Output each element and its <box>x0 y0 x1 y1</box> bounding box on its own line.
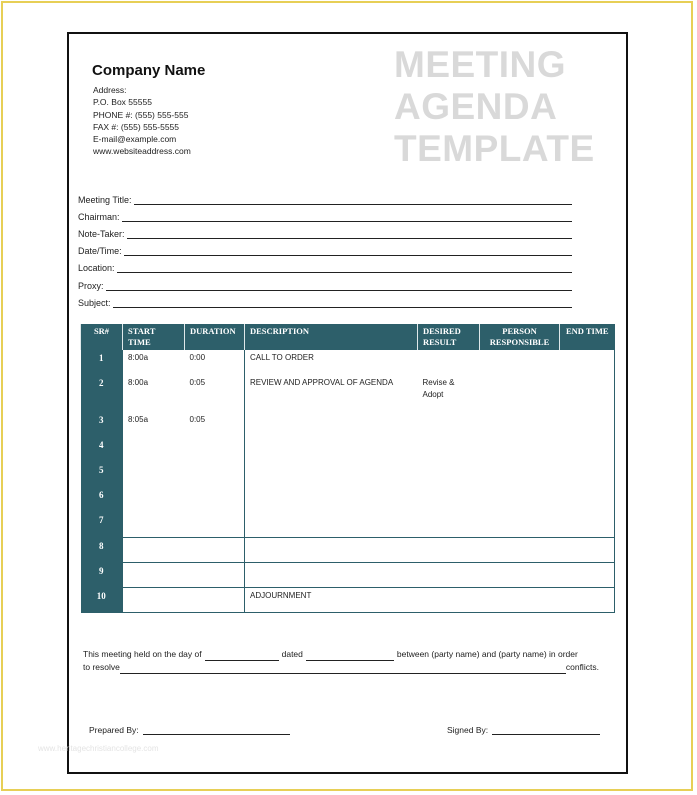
duration-cell[interactable] <box>185 512 245 537</box>
field-line[interactable] <box>127 227 572 239</box>
field-line[interactable] <box>122 210 572 222</box>
result-cell[interactable] <box>418 462 480 487</box>
field-label: Location: <box>78 263 115 273</box>
header-sr: SR# <box>81 324 123 350</box>
description-cell[interactable]: REVIEW AND APPROVAL OF AGENDA <box>245 375 418 412</box>
title-line-1: MEETING <box>394 44 567 85</box>
start-cell[interactable] <box>123 437 185 462</box>
field-line[interactable] <box>106 279 572 291</box>
prepared-by-field[interactable] <box>89 724 290 735</box>
person-cell[interactable] <box>480 437 560 462</box>
table-row <box>81 412 615 437</box>
statement-text: conflicts. <box>565 662 599 672</box>
phone-line: PHONE #: (555) 555-555 <box>93 109 189 120</box>
duration-cell[interactable]: 0:00 <box>189 353 206 362</box>
duration-cell[interactable] <box>185 487 245 512</box>
date-time-field[interactable] <box>78 242 572 256</box>
table-row <box>81 437 615 462</box>
result-cell[interactable] <box>418 437 480 462</box>
field-label: Date/Time: <box>78 246 122 256</box>
person-cell[interactable] <box>480 412 560 437</box>
prepared-by-line[interactable] <box>143 724 290 735</box>
description-cell[interactable] <box>245 437 418 462</box>
signed-by-field[interactable] <box>447 724 600 735</box>
end-cell[interactable] <box>560 412 615 437</box>
result-cell[interactable] <box>418 512 480 537</box>
sr-cell: 6 <box>81 487 123 512</box>
header-desired-result: DESIRED RESULT <box>418 324 480 350</box>
result-cell[interactable] <box>418 412 480 437</box>
sr-cell: 7 <box>81 512 123 537</box>
table-row <box>81 375 615 412</box>
field-label: Subject: <box>78 298 111 308</box>
description-cell[interactable] <box>245 512 418 537</box>
statement-line-2 <box>83 661 609 674</box>
fax-line: FAX #: (555) 555-5555 <box>93 121 180 132</box>
sr-cell: 10 <box>81 587 123 612</box>
start-cell[interactable]: 8:05a <box>123 412 185 437</box>
header-person-responsible: PERSON RESPONSIBLE <box>480 324 560 350</box>
description-cell[interactable] <box>245 462 418 487</box>
person-cell[interactable] <box>480 375 560 412</box>
day-blank[interactable] <box>205 650 279 661</box>
table-row <box>81 562 615 587</box>
end-cell[interactable] <box>560 487 615 512</box>
watermark: www.heritagechristiancollege.com <box>38 744 159 753</box>
table-row <box>81 487 615 512</box>
title-line-3: TEMPLATE <box>394 128 595 169</box>
description-cell[interactable] <box>245 487 418 512</box>
signed-by-label: Signed By: <box>447 725 489 735</box>
subject-field[interactable] <box>78 294 572 308</box>
agenda-table <box>80 324 615 613</box>
result-cell[interactable]: Revise & Adopt <box>422 378 455 399</box>
description-cell[interactable] <box>245 537 615 562</box>
sr-cell: 4 <box>81 437 123 462</box>
document-title <box>394 44 595 170</box>
person-cell[interactable] <box>480 462 560 487</box>
sr-cell: 1 <box>81 350 123 375</box>
sr-cell: 3 <box>81 412 123 437</box>
field-line[interactable] <box>124 244 572 256</box>
time-cell[interactable] <box>123 562 245 587</box>
table-row <box>81 462 615 487</box>
pobox-line: P.O. Box 55555 <box>93 97 152 108</box>
start-cell[interactable] <box>123 487 185 512</box>
proxy-field[interactable] <box>78 277 572 291</box>
address-line: Address: <box>93 85 127 95</box>
title-line-2: AGENDA <box>394 86 558 127</box>
start-cell[interactable]: 8:00a <box>123 375 185 412</box>
description-cell[interactable]: ADJOURNMENT <box>245 587 615 612</box>
result-cell[interactable] <box>418 350 480 375</box>
description-cell[interactable] <box>245 562 615 587</box>
person-cell[interactable] <box>480 512 560 537</box>
sr-cell: 2 <box>81 375 123 412</box>
end-cell[interactable] <box>560 375 615 412</box>
end-cell[interactable] <box>560 462 615 487</box>
statement-text: to resolve <box>83 662 120 672</box>
description-cell[interactable] <box>245 412 418 437</box>
sr-cell: 9 <box>81 562 123 587</box>
result-cell[interactable] <box>418 487 480 512</box>
field-line[interactable] <box>113 296 572 308</box>
website-line: www.websiteaddress.com <box>93 146 191 157</box>
chairman-field[interactable] <box>78 208 572 222</box>
field-label: Chairman: <box>78 212 120 222</box>
sr-cell: 5 <box>81 462 123 487</box>
time-cell[interactable] <box>123 537 245 562</box>
statement-text: between (party name) and (party name) in order <box>396 649 578 659</box>
header-duration: DURATION <box>185 324 245 350</box>
table-row <box>81 512 615 537</box>
duration-cell[interactable]: 0:05 <box>189 415 206 424</box>
company-name: Company Name <box>92 62 206 79</box>
field-line[interactable] <box>117 261 572 273</box>
company-address <box>93 84 191 158</box>
start-cell[interactable]: 8:00a <box>123 350 185 375</box>
duration-cell[interactable] <box>185 437 245 462</box>
statement-text: dated <box>281 649 303 659</box>
table-row <box>81 537 615 562</box>
meeting-title-field[interactable] <box>78 191 572 205</box>
prepared-by-label: Prepared By: <box>89 725 139 735</box>
header-description: DESCRIPTION <box>245 324 418 350</box>
resolve-blank[interactable] <box>120 663 566 674</box>
location-field[interactable] <box>78 259 572 273</box>
start-cell[interactable] <box>123 462 185 487</box>
email-line: E-mail@example.com <box>93 134 177 145</box>
sr-cell: 8 <box>81 537 123 562</box>
field-label: Proxy: <box>78 281 104 291</box>
statement-line-1 <box>83 648 609 661</box>
date-blank[interactable] <box>306 650 394 661</box>
signed-by-line[interactable] <box>492 724 600 735</box>
time-cell[interactable] <box>123 587 245 612</box>
statement-text: This meeting held on the day of <box>83 649 202 659</box>
header-end-time: END TIME <box>560 324 615 350</box>
end-cell[interactable] <box>560 512 615 537</box>
description-cell[interactable]: CALL TO ORDER <box>245 350 418 375</box>
field-label: Meeting Title: <box>78 195 132 205</box>
start-cell[interactable] <box>123 512 185 537</box>
table-row <box>81 587 615 612</box>
header-start-time: START TIME <box>123 324 185 350</box>
meeting-statement <box>83 648 609 674</box>
duration-cell[interactable] <box>185 462 245 487</box>
duration-cell[interactable]: 0:05 <box>189 378 206 387</box>
table-header-row <box>81 324 615 350</box>
end-cell[interactable] <box>560 350 615 375</box>
person-cell[interactable] <box>480 487 560 512</box>
table-row <box>81 350 615 375</box>
note-taker-field[interactable] <box>78 225 572 239</box>
field-line[interactable] <box>134 193 572 205</box>
end-cell[interactable] <box>560 437 615 462</box>
field-label: Note-Taker: <box>78 229 125 239</box>
person-cell[interactable] <box>480 350 560 375</box>
